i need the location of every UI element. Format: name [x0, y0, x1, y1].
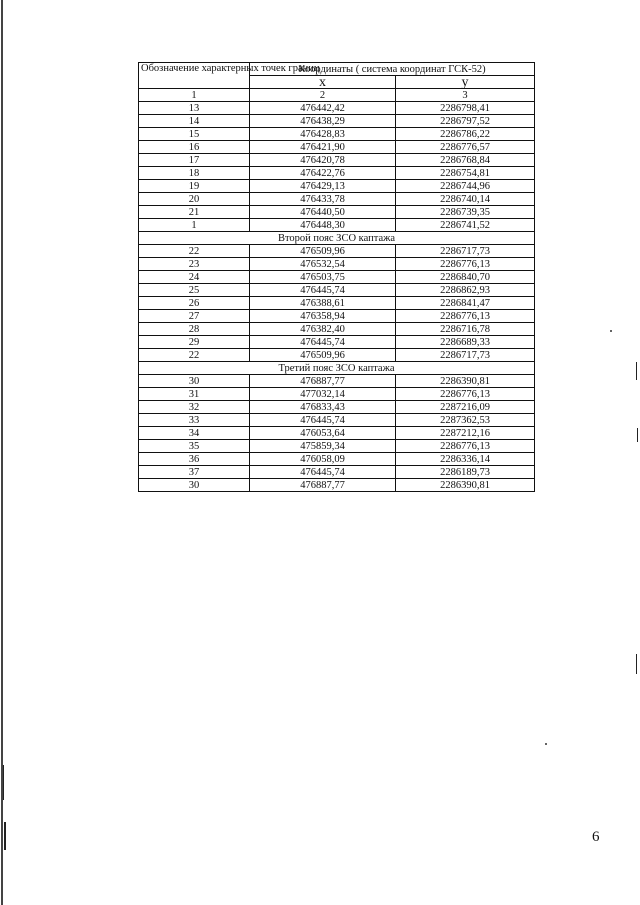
- point-cell: 19: [139, 180, 250, 193]
- x-coordinate-cell: 476358,94: [250, 310, 396, 323]
- y-coordinate-cell: 2286798,41: [396, 102, 535, 115]
- point-cell: 29: [139, 336, 250, 349]
- y-coordinate-cell: 2286390,81: [396, 375, 535, 388]
- section-title-row: [139, 362, 535, 375]
- page-number: 6: [592, 829, 600, 845]
- point-cell: 31: [139, 388, 250, 401]
- table-row: [139, 349, 535, 362]
- y-coordinate-cell: 2287216,09: [396, 401, 535, 414]
- table-row: [139, 414, 535, 427]
- table-row: [139, 284, 535, 297]
- y-coordinate-cell: 2286189,73: [396, 466, 535, 479]
- scan-mark: [636, 362, 637, 380]
- table-row: [139, 427, 535, 440]
- point-cell: 36: [139, 453, 250, 466]
- point-cell: 21: [139, 206, 250, 219]
- point-cell: 13: [139, 102, 250, 115]
- point-cell: 22: [139, 245, 250, 258]
- y-coordinate-cell: 2286776,57: [396, 141, 535, 154]
- section-title-second-belt: Второй пояс ЗСО каптажа: [139, 232, 535, 245]
- section-title-row: [139, 232, 535, 245]
- point-cell: 26: [139, 297, 250, 310]
- x-coordinate-cell: 476445,74: [250, 284, 396, 297]
- point-cell: 30: [139, 479, 250, 492]
- y-coordinate-cell: 2286841,47: [396, 297, 535, 310]
- x-coordinate-cell: 476509,96: [250, 349, 396, 362]
- point-cell: 20: [139, 193, 250, 206]
- point-cell: 23: [139, 258, 250, 271]
- y-coordinate-cell: 2286689,33: [396, 336, 535, 349]
- x-coordinate-cell: 476422,76: [250, 167, 396, 180]
- point-cell: 28: [139, 323, 250, 336]
- header-col-number-1: 1: [139, 89, 250, 102]
- x-coordinate-cell: 476887,77: [250, 479, 396, 492]
- x-coordinate-cell: 476433,78: [250, 193, 396, 206]
- y-coordinate-cell: 2286797,52: [396, 115, 535, 128]
- table-row: [139, 375, 535, 388]
- x-coordinate-cell: 476388,61: [250, 297, 396, 310]
- scan-speck: [610, 330, 612, 332]
- y-coordinate-cell: 2286717,73: [396, 245, 535, 258]
- y-coordinate-cell: 2286776,13: [396, 258, 535, 271]
- y-coordinate-cell: 2286776,13: [396, 388, 535, 401]
- point-cell: 18: [139, 167, 250, 180]
- point-cell: 24: [139, 271, 250, 284]
- point-cell: 33: [139, 414, 250, 427]
- point-cell: 30: [139, 375, 250, 388]
- x-coordinate-cell: 476440,50: [250, 206, 396, 219]
- table-body: [139, 102, 535, 492]
- scan-mark: [4, 822, 6, 850]
- table-row: [139, 479, 535, 492]
- table-row: [139, 453, 535, 466]
- header-point-designation: Обозначение характерных точек границ: [139, 63, 250, 89]
- scan-mark: [636, 654, 637, 674]
- y-coordinate-cell: 2286840,70: [396, 271, 535, 284]
- y-coordinate-cell: 2287212,16: [396, 427, 535, 440]
- table-row: [139, 141, 535, 154]
- y-coordinate-cell: 2286741,52: [396, 219, 535, 232]
- y-coordinate-cell: 2286739,35: [396, 206, 535, 219]
- x-coordinate-cell: 477032,14: [250, 388, 396, 401]
- section-title-third-belt: Третий пояс ЗСО каптажа: [139, 362, 535, 375]
- point-cell: 1: [139, 219, 250, 232]
- header-col-number-3: 3: [396, 89, 535, 102]
- y-coordinate-cell: 2286717,73: [396, 349, 535, 362]
- table-row: [139, 128, 535, 141]
- point-cell: 17: [139, 154, 250, 167]
- x-coordinate-cell: 476428,83: [250, 128, 396, 141]
- x-coordinate-cell: 476421,90: [250, 141, 396, 154]
- table-row: [139, 271, 535, 284]
- x-coordinate-cell: 476887,77: [250, 375, 396, 388]
- x-coordinate-cell: 476053,64: [250, 427, 396, 440]
- y-coordinate-cell: 2286786,22: [396, 128, 535, 141]
- x-coordinate-cell: 476382,40: [250, 323, 396, 336]
- table-row: [139, 154, 535, 167]
- table-row: [139, 115, 535, 128]
- header-col-number-2: 2: [250, 89, 396, 102]
- x-coordinate-cell: 476509,96: [250, 245, 396, 258]
- table-row: [139, 310, 535, 323]
- y-coordinate-cell: 2286768,84: [396, 154, 535, 167]
- table-row: [139, 440, 535, 453]
- table-row: [139, 180, 535, 193]
- point-cell: 14: [139, 115, 250, 128]
- table-row: [139, 258, 535, 271]
- point-cell: 22: [139, 349, 250, 362]
- table-row: [139, 206, 535, 219]
- x-coordinate-cell: 476445,74: [250, 466, 396, 479]
- scan-speck: [545, 743, 547, 745]
- x-coordinate-cell: 476503,75: [250, 271, 396, 284]
- point-cell: 15: [139, 128, 250, 141]
- table-row: [139, 193, 535, 206]
- point-cell: 16: [139, 141, 250, 154]
- point-cell: 34: [139, 427, 250, 440]
- x-coordinate-cell: 476420,78: [250, 154, 396, 167]
- table-row: [139, 388, 535, 401]
- y-coordinate-cell: 2286862,93: [396, 284, 535, 297]
- table-row: [139, 102, 535, 115]
- x-coordinate-cell: 475859,34: [250, 440, 396, 453]
- table-row: [139, 297, 535, 310]
- table-row: [139, 466, 535, 479]
- coordinates-table: [138, 62, 535, 492]
- point-cell: 35: [139, 440, 250, 453]
- y-coordinate-cell: 2286776,13: [396, 440, 535, 453]
- point-cell: 27: [139, 310, 250, 323]
- scan-mark: [637, 428, 638, 442]
- x-coordinate-cell: 476442,42: [250, 102, 396, 115]
- y-coordinate-cell: 2286390,81: [396, 479, 535, 492]
- point-cell: 32: [139, 401, 250, 414]
- header-y: у: [396, 76, 535, 89]
- x-coordinate-cell: 476833,43: [250, 401, 396, 414]
- y-coordinate-cell: 2286336,14: [396, 453, 535, 466]
- x-coordinate-cell: 476445,74: [250, 414, 396, 427]
- point-cell: 37: [139, 466, 250, 479]
- table-row: [139, 336, 535, 349]
- y-coordinate-cell: 2287362,53: [396, 414, 535, 427]
- table-row: [139, 323, 535, 336]
- y-coordinate-cell: 2286744,96: [396, 180, 535, 193]
- x-coordinate-cell: 476429,13: [250, 180, 396, 193]
- header-x: х: [250, 76, 396, 89]
- table-row: [139, 245, 535, 258]
- table-row: [139, 167, 535, 180]
- y-coordinate-cell: 2286776,13: [396, 310, 535, 323]
- x-coordinate-cell: 476448,30: [250, 219, 396, 232]
- y-coordinate-cell: 2286740,14: [396, 193, 535, 206]
- x-coordinate-cell: 476532,54: [250, 258, 396, 271]
- point-cell: 25: [139, 284, 250, 297]
- x-coordinate-cell: 476445,74: [250, 336, 396, 349]
- x-coordinate-cell: 476438,29: [250, 115, 396, 128]
- header-coordinates: Координаты ( система координат ГСК-52): [250, 63, 535, 76]
- table-row: [139, 401, 535, 414]
- scan-mark: [3, 765, 4, 800]
- y-coordinate-cell: 2286716,78: [396, 323, 535, 336]
- x-coordinate-cell: 476058,09: [250, 453, 396, 466]
- table-row: [139, 219, 535, 232]
- y-coordinate-cell: 2286754,81: [396, 167, 535, 180]
